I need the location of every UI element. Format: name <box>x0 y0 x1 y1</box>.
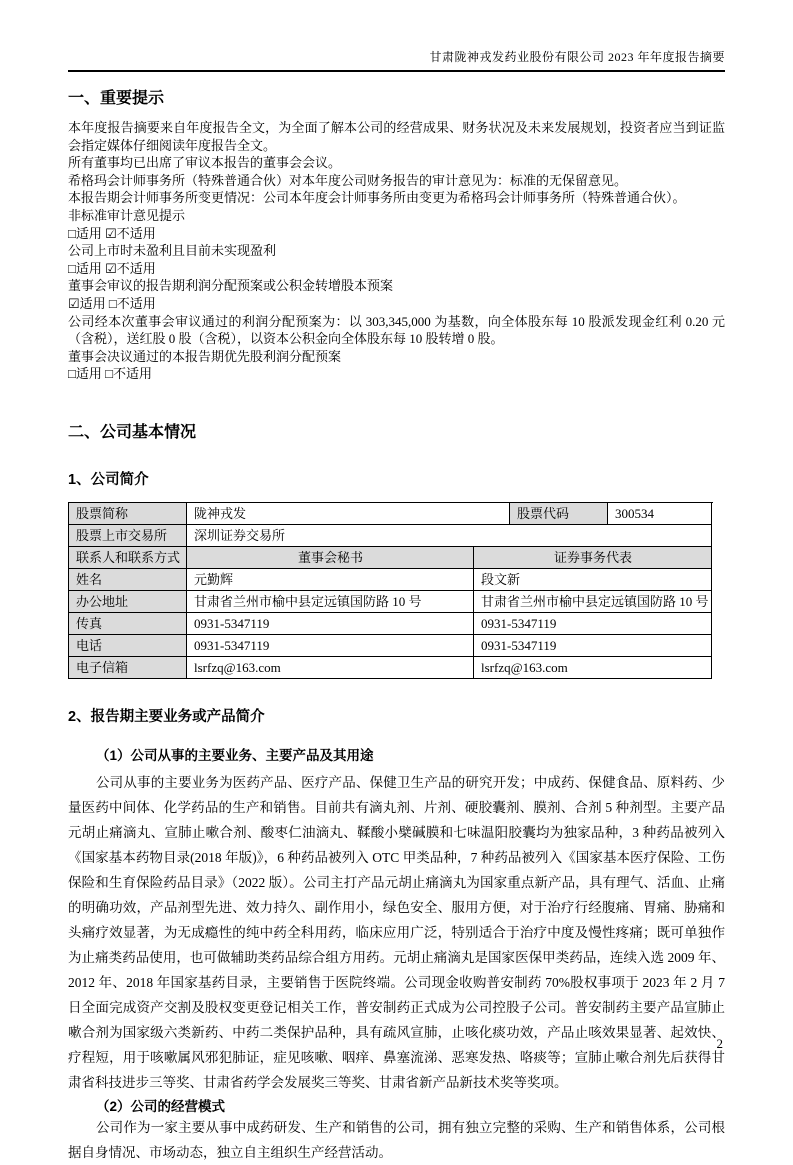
table-row <box>69 635 713 657</box>
section-heading-company-overview: 二、公司基本情况 <box>68 423 197 441</box>
notice-paragraph: 董事会决议通过的本报告期优先股利润分配预案 <box>68 348 342 364</box>
table-row-stock <box>69 503 713 525</box>
cell-secretary-value: 元勤辉 <box>187 569 474 591</box>
cell-secretary-value: 0931-5347119 <box>187 613 474 635</box>
subsection-heading-company-profile: 1、公司简介 <box>68 471 149 488</box>
notice-paragraph: 本报告期会计师事务所变更情况：公司本年度会计师事务所由变更为希格玛会计师事务所（特殊普通合伙）。 <box>68 190 686 206</box>
document-header-title: 甘肃陇神戎发药业股份有限公司 2023 年年度报告摘要 <box>429 50 725 64</box>
notice-paragraph: 公司上市时未盈利且目前未实现盈利 <box>68 243 277 259</box>
applicability-checkbox-line: □适用 ☑不适用 <box>68 225 156 241</box>
subsection-heading-business: 2、报告期主要业务或产品简介 <box>68 708 265 725</box>
cell-contact-label: 联系人和联系方式 <box>69 547 187 569</box>
cell-row-label: 电话 <box>69 635 187 657</box>
cell-stock-name-label: 股票简称 <box>69 503 187 525</box>
cell-secretary-value: 0931-5347119 <box>187 635 474 657</box>
applicability-checkbox-line: □适用 ☑不适用 <box>68 260 156 276</box>
cell-row-label: 电子信箱 <box>69 657 187 679</box>
cell-contact-col2-header: 证券事务代表 <box>474 547 712 569</box>
company-info-table <box>68 502 713 679</box>
notice-paragraph: 公司经本次董事会审议通过的利润分配预案为：以 303,345,000 为基数，向全体股东每 10 股派发现金红利 0.20 元（含税），送红股 0 股（含税），以资本公积金向全体股东每 10 股转增 0 股。 <box>68 313 725 347</box>
applicability-checkbox-line: ☑适用 □不适用 <box>68 295 156 311</box>
table-row <box>69 613 713 635</box>
cell-row-label: 传真 <box>69 613 187 635</box>
table-row-exchange <box>69 525 713 547</box>
cell-representative-value: lsrfzq@163.com <box>474 657 712 679</box>
notice-paragraph: 非标准审计意见提示 <box>68 207 186 223</box>
table-row <box>69 591 713 613</box>
cell-representative-value: 甘肃省兰州市榆中县定远镇国防路 10 号 <box>474 591 712 613</box>
cell-secretary-value: 甘肃省兰州市榆中县定远镇国防路 10 号 <box>187 591 474 613</box>
operating-model-paragraph: 公司作为一家主要从事中成药研发、生产和销售的公司，拥有独立完整的采购、生产和销售体系，公司根据自身情况、市场动态，独立自主组织生产经营活动。 <box>68 1119 725 1160</box>
page-number: 2 <box>716 1036 723 1051</box>
cell-representative-value: 0931-5347119 <box>474 613 712 635</box>
cell-row-label: 办公地址 <box>69 591 187 613</box>
cell-secretary-value: lsrfzq@163.com <box>187 657 474 679</box>
table-row <box>69 569 713 591</box>
notice-paragraph: 董事会审议的报告期利润分配预案或公积金转增股本预案 <box>68 278 394 294</box>
part-heading-main-business: （1）公司从事的主要业务、主要产品及其用途 <box>96 747 374 763</box>
cell-row-label: 姓名 <box>69 569 187 591</box>
notice-paragraph: 所有董事均已出席了审议本报告的董事会会议。 <box>68 155 342 171</box>
cell-stock-code-value: 300534 <box>608 503 712 525</box>
cell-representative-value: 0931-5347119 <box>474 635 712 657</box>
applicability-checkbox-line: □适用 □不适用 <box>68 366 152 382</box>
cell-exchange-value: 深圳证券交易所 <box>187 525 712 547</box>
document-header <box>68 48 725 72</box>
important-notice-body <box>68 119 725 383</box>
business-description-paragraph: 公司从事的主要业务为医药产品、医疗产品、保健卫生产品的研究开发；中成药、保健食品、原料药、少量医药中间体、化学药品的生产和销售。目前共有滴丸剂、片剂、硬胶囊剂、膜剂、合剂 5 种剂型。主要产品元胡止痛滴丸、宣肺止嗽合剂、酸枣仁油滴丸、鞣酸小檗碱膜和七味温阳胶囊均为独家品种，3 种药品被列入《国家基本药物目录(2018 年版)》，6 种药品被列入 OTC 甲类品种，7 种药品被列入《国家基本医疗保险、工伤保险和生育保险药品目录》（2022 版）。公司主打产品元胡止痛滴丸为国家重点新产品，具有理气、活血、止痛的明确功效，产品剂型先进、效力持久、副作用小，绿色安全、服用方便，对于治疗行经腹痛、胃痛、胁痛和头痛疗效显著，为无成瘾性的纯中药全科用药，临床应用广泛，特别适合于治疗中度及慢性疼痛；既可单独作为止痛类药品使用，也可做辅助类药品综合组方用药。元胡止痛滴丸是国家医保甲类药品，连续入选 2009 年、2012 年、2018 年国家基药目录，主要销售于医院终端。公司现金收购普安制药 70%股权事项于 2023 年 2 月 7 日全面完成资产交割及股权变更登记相关工作，普安制药正式成为公司控股子公司。普安制药主要产品宣肺止嗽合剂为国家级六类新药、中药二类保护品种，具有疏风宣肺，止咳化痰功效，产品止咳效果显著、起效快、疗程短，用于咳嗽属风邪犯肺证，症见咳嗽、咽痒、鼻塞流涕、恶寒发热、咯痰等；宣肺止嗽合剂先后获得甘肃省科技进步三等奖、甘肃省药学会发展奖三等奖、甘肃省新产品新技术奖等奖项。 <box>68 774 725 1090</box>
table-row <box>69 657 713 679</box>
cell-contact-col1-header: 董事会秘书 <box>187 547 474 569</box>
notice-paragraph: 本年度报告摘要来自年度报告全文，为全面了解本公司的经营成果、财务状况及未来发展规划，投资者应当到证监会指定媒体仔细阅读年度报告全文。 <box>68 120 725 153</box>
part-heading-operating-model: （2）公司的经营模式 <box>96 1098 226 1114</box>
cell-exchange-label: 股票上市交易所 <box>69 525 187 547</box>
cell-stock-name-value: 陇神戎发 <box>187 503 510 525</box>
notice-paragraph: 希格玛会计师事务所（特殊普通合伙）对本年度公司财务报告的审计意见为：标准的无保留意见。 <box>68 172 628 188</box>
cell-representative-value: 段文新 <box>474 569 712 591</box>
cell-stock-code-label: 股票代码 <box>510 503 608 525</box>
section-heading-important-notice: 一、重要提示 <box>68 90 165 107</box>
table-row-contact-header <box>69 547 713 569</box>
